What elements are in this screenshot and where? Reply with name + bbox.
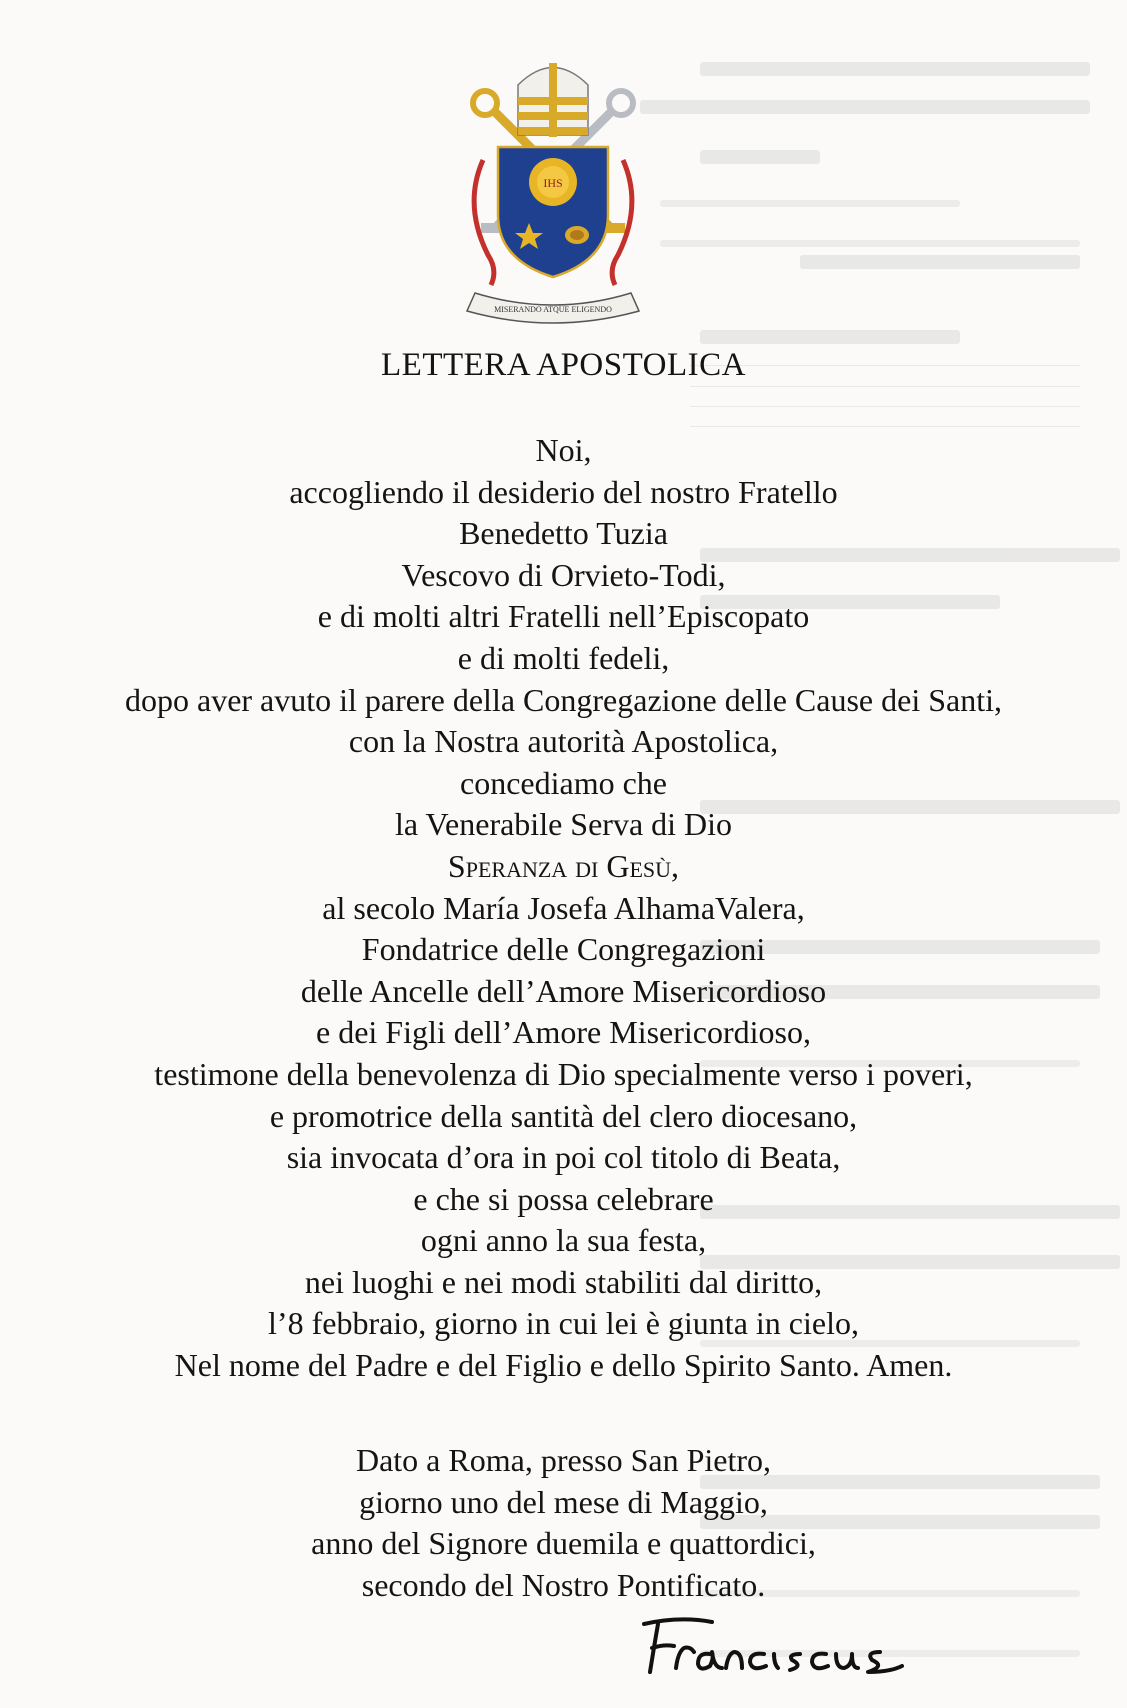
body-line: Noi, xyxy=(535,432,592,468)
body-line: Benedetto Tuzia xyxy=(459,515,668,552)
body-line: sia invocata d’ora in poi col titolo di Beata, xyxy=(286,1139,841,1176)
body-line: nei luoghi e nei modi stabiliti dal diritto, xyxy=(304,1263,823,1300)
ihs-sun-icon xyxy=(529,158,577,206)
body-line: concediamo che xyxy=(460,764,667,801)
dating-line: giorno uno del mese di Maggio, xyxy=(359,1483,768,1520)
body-line: con la Nostra autorità Apostolica, xyxy=(348,723,779,760)
body-line: accogliendo il desiderio del nostro Fratello xyxy=(289,473,838,510)
red-cord xyxy=(474,160,494,285)
mitre-icon xyxy=(518,63,588,137)
beatified-name: Speranza di Gesù, xyxy=(447,847,680,884)
dating-line: secondo del Nostro Pontificato. xyxy=(361,1566,766,1603)
body-line: e dei Figli dell’Amore Misericordioso, xyxy=(315,1014,811,1051)
body-line: l’8 febbraio, giorno in cui lei è giunta in cielo, xyxy=(268,1305,859,1342)
body-line: Vescovo di Orvieto-Todi, xyxy=(401,556,726,593)
body-line: dopo aver avuto il parere della Congregazione delle Cause dei Santi, xyxy=(124,681,1002,718)
motto-text: MISERANDO ATQUE ELIGENDO xyxy=(494,305,612,314)
body-line: e promotrice della santità del clero diocesano, xyxy=(269,1097,858,1134)
body-line: ogni anno la sua festa, xyxy=(420,1222,707,1259)
dating-line: Dato a Roma, presso San Pietro, xyxy=(355,1442,772,1478)
nard-flower-icon xyxy=(565,226,589,244)
body-line: al secolo María Josefa AlhamaValera, xyxy=(322,889,805,926)
decree-body xyxy=(0,430,1127,1387)
page-title: LETTERA APOSTOLICA xyxy=(381,347,746,383)
body-line: e di molti fedeli, xyxy=(457,639,670,676)
body-line: la Venerabile Serva di Dio xyxy=(394,806,733,843)
body-line: delle Ancelle dell’Amore Misericordioso xyxy=(300,972,827,1009)
body-line: Nel nome del Padre e del Figlio e dello Spirito Santo. Amen. xyxy=(174,1347,953,1384)
papal-coat-of-arms-emblem xyxy=(453,55,653,325)
body-line: testimone della benevolenza di Dio specialmente verso i poveri, xyxy=(154,1055,973,1092)
body-line: e che si possa celebrare xyxy=(413,1180,714,1217)
body-line: e di molti altri Fratelli nell’Episcopato xyxy=(317,598,810,635)
dating-line: anno del Signore duemila e quattordici, xyxy=(311,1525,816,1562)
dating-block xyxy=(0,1440,1127,1606)
svg-text:IHS: IHS xyxy=(543,176,563,190)
signature-franciscus xyxy=(640,1612,960,1692)
body-line: Fondatrice delle Congregazioni xyxy=(361,931,766,968)
